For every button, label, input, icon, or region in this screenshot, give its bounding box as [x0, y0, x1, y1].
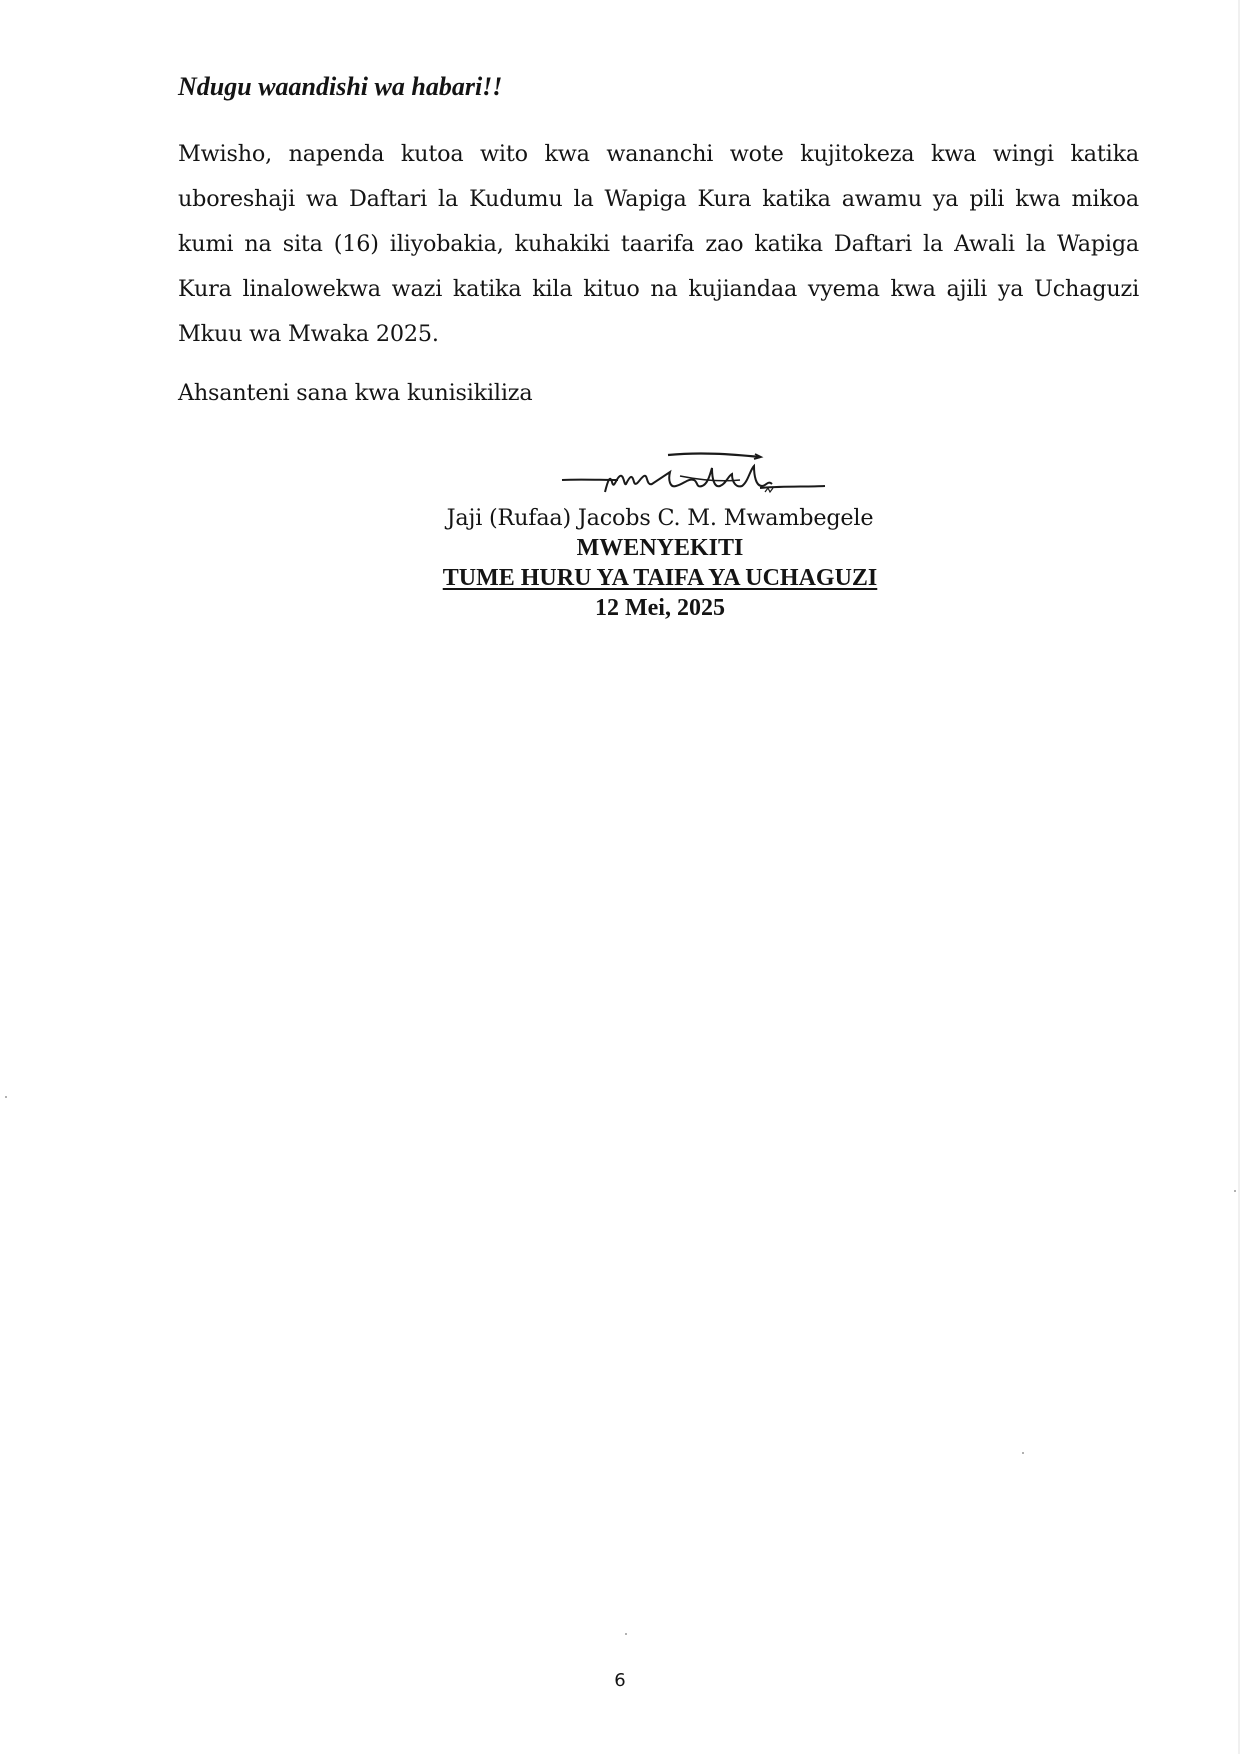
section-heading: Ndugu waandishi wa habari!!: [178, 72, 503, 101]
scan-speck: [1234, 1190, 1236, 1192]
document-date: 12 Mei, 2025: [595, 595, 725, 621]
scan-speck: [625, 1633, 627, 1635]
signatory-title: MWENYEKITI: [576, 535, 744, 561]
scan-speck: [1022, 1452, 1024, 1454]
handwritten-signature: [560, 440, 860, 510]
body-paragraph: Mwisho, napenda kutoa wito kwa wananchi wote kujitokeza kwa wingi katika uboreshaji wa Daftari la Kudumu la Wapiga Kura katika awamu ya pili kwa mikoa kumi na sita (16) iliyobakia, kuhakiki taarifa zao katika Daftari la Awali la Wapiga Kura linalowekwa wazi katika kila kituo na kujiandaa vyema kwa ajili ya Uchaguzi Mkuu wa Mwaka 2025.: [178, 141, 1139, 347]
page-number: 6: [614, 1670, 626, 1691]
organization-name: TUME HURU YA TAIFA YA UCHAGUZI: [442, 565, 878, 591]
signatory-name: Jaji (Rufaa) Jacobs C. M. Mwambegele: [446, 505, 874, 531]
closing-line: Ahsanteni sana kwa kunisikiliza: [178, 380, 533, 406]
signature-block: [400, 503, 920, 623]
scan-speck: [5, 1096, 7, 1098]
